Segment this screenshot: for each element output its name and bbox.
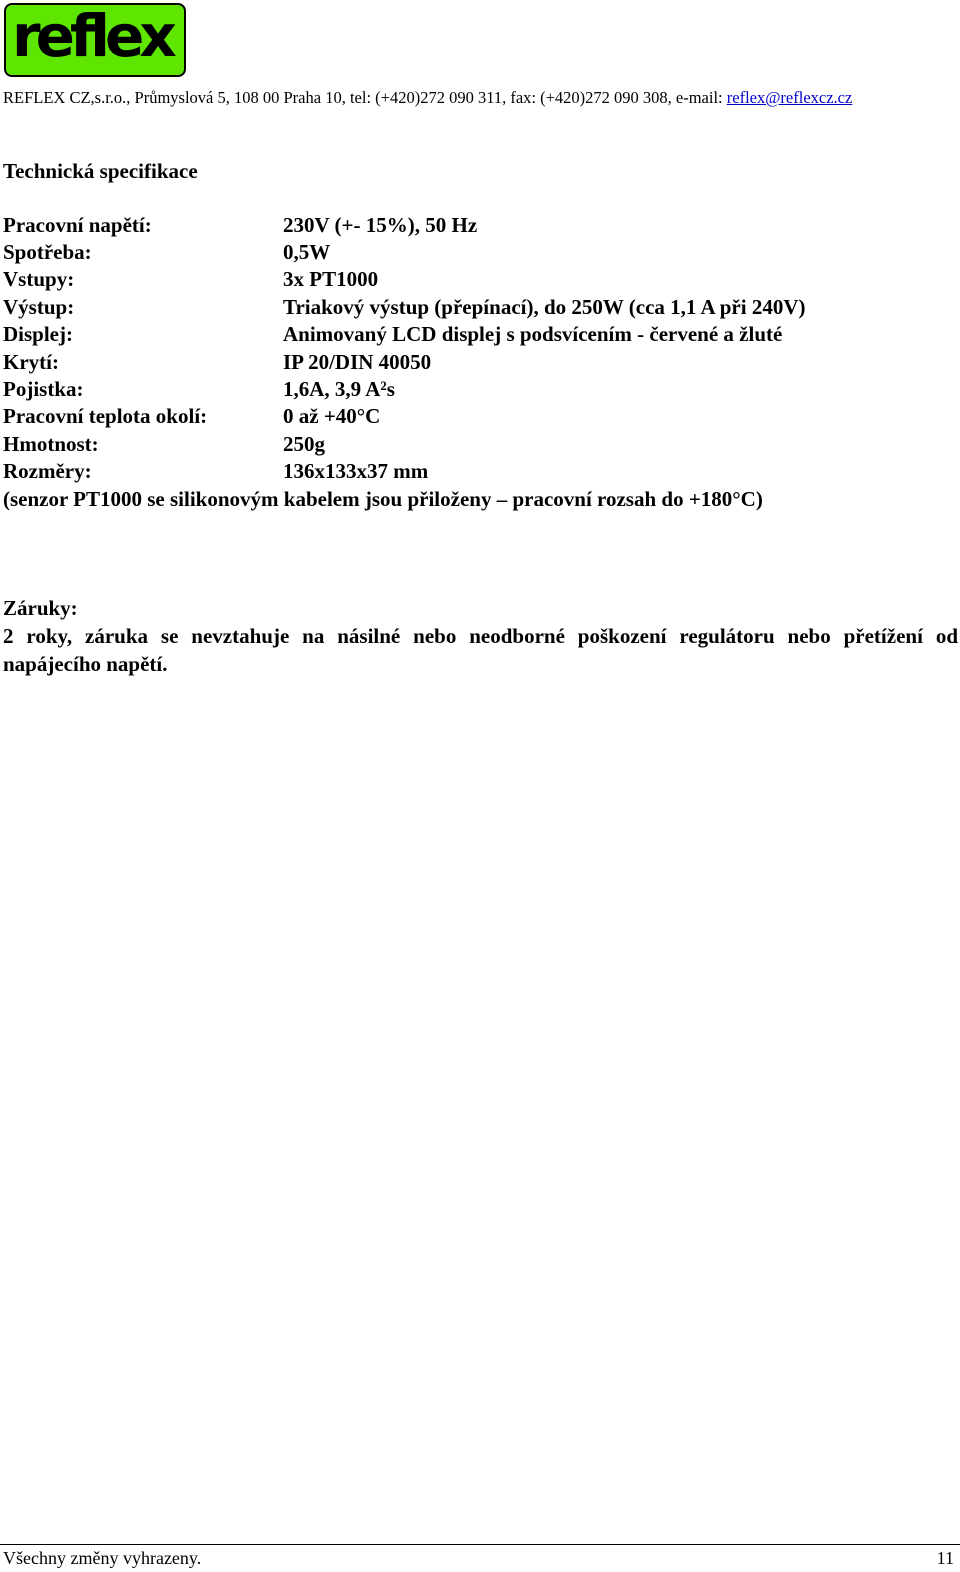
spec-value: Triakový výstup (přepínací), do 250W (cca 1,1 A při 240V) [283,295,806,319]
spec-value: 230V (+- 15%), 50 Hz [283,213,478,237]
spec-label: Pracovní teplota okolí: [3,404,208,428]
page-number: 11 [936,1548,954,1568]
spec-label: Výstup: [3,295,75,319]
spec-value: 136x133x37 mm [283,459,429,483]
spec-value: 0 až +40°C [283,404,381,428]
company-contact-line [3,87,852,109]
spec-value: 1,6A, 3,9 A²s [283,377,395,401]
email-link[interactable]: reflex@reflexcz.cz [726,88,853,107]
spec-value: 250g [283,432,325,456]
spec-value: 3x PT1000 [283,267,379,291]
spec-label: Rozměry: [3,459,92,483]
reflex-logo [4,3,186,77]
spec-value: Animovaný LCD displej s podsvícením - červené a žluté [283,322,783,346]
spec-label: Displej: [3,322,73,346]
warranty-heading: Záruky: [3,596,78,620]
page-footer [0,1544,960,1572]
spec-value: 0,5W [283,240,331,264]
logo-text: reflex [12,3,172,70]
spec-label: Spotřeba: [3,240,92,264]
page-title: Technická specifikace [3,159,198,183]
spec-label: Hmotnost: [3,432,99,456]
spec-label: Pracovní napětí: [3,213,152,237]
spec-label: Vstupy: [3,267,75,291]
sensor-note: (senzor PT1000 se silikonovým kabelem jsou přiloženy – pracovní rozsah do +180°C) [3,487,763,511]
company-address: REFLEX CZ,s.r.o., Průmyslová 5, 108 00 Praha 10, tel: (+420)272 090 311, fax: (+420)272 090 308, e-mail: [3,88,727,107]
footer-notice: Všechny změny vyhrazeny. [3,1548,202,1568]
warranty-text: 2 roky, záruka se nevztahuje na násilné nebo neodborné poškození regulátoru nebo přetížení od napájecího napětí. [3,624,958,676]
spec-label: Krytí: [3,350,59,374]
spec-value: IP 20/DIN 40050 [283,350,432,374]
spec-label: Pojistka: [3,377,84,401]
